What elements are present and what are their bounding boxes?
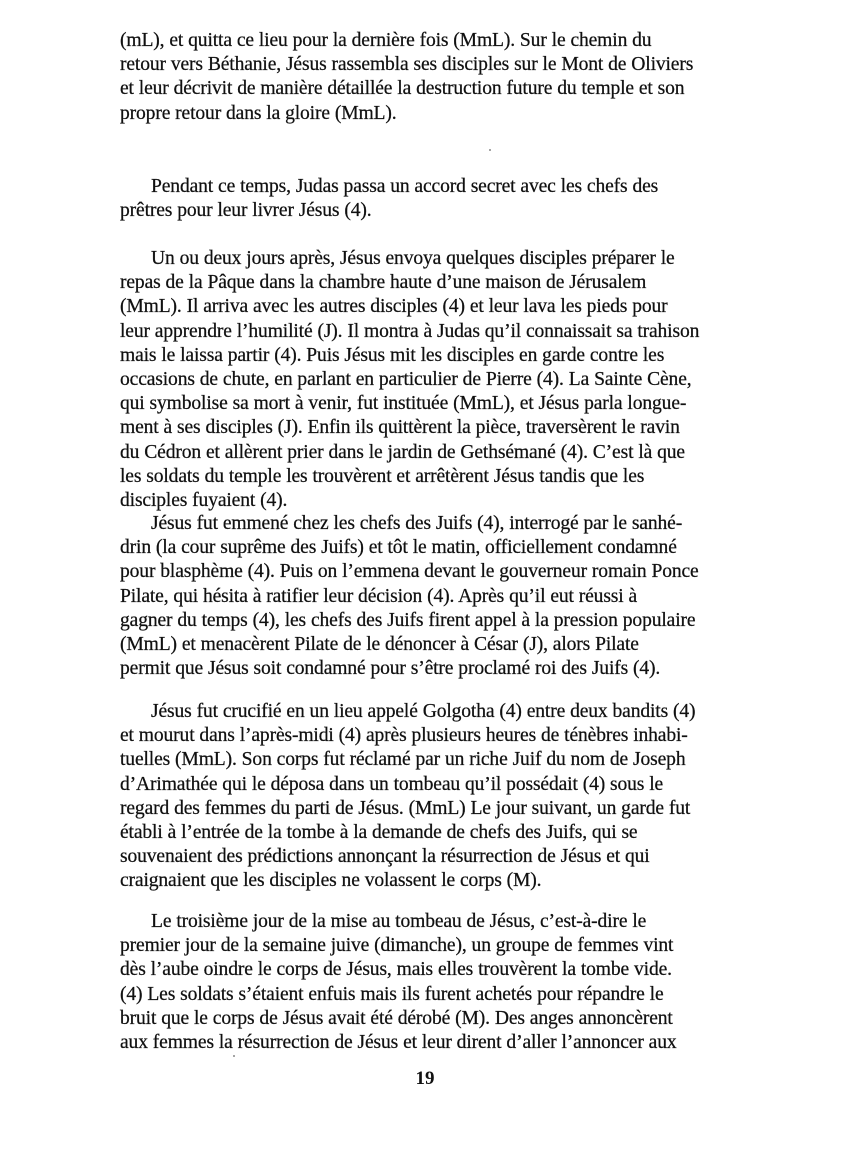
text-line: premier jour de la semaine juive (dimanche), un groupe de femmes vint <box>120 935 674 957</box>
text-line: bruit que le corps de Jésus avait été dérobé (M). Des anges annoncèrent <box>120 1007 673 1029</box>
text-line: d’Arimathée qui le déposa dans un tombeau qu’il possédait (4) sous le <box>120 773 664 795</box>
text-line: ment à ses disciples (J). Enfin ils quittèrent la pièce, traversèrent le ravin <box>120 417 680 439</box>
text-line: regard des femmes du parti de Jésus. (MmL) Le jour suivant, un garde fut <box>120 797 691 819</box>
text-line: propre retour dans la gloire (MmL). <box>120 102 397 124</box>
text-line: (MmL) et menacèrent Pilate de le dénoncer à César (J), alors Pilate <box>120 634 639 656</box>
text-line: prêtres pour leur livrer Jésus (4). <box>120 200 372 222</box>
paragraph-return-to-bethany <box>120 29 693 126</box>
page-number: 19 <box>415 1068 435 1089</box>
text-line: tuelles (MmL). Son corps fut réclamé par un riche Juif du nom de Joseph <box>120 749 686 771</box>
text-line: (mL), et quitta ce lieu pour la dernière fois (MmL). Sur le chemin du <box>120 30 652 51</box>
text-line: souvenaient des prédictions annonçant la résurrection de Jésus et qui <box>120 846 650 868</box>
text-line: qui symbolise sa mort à venir, fut instituée (MmL), et Jésus parla longue- <box>120 393 687 415</box>
text-line: repas de la Pâque dans la chambre haute d’une maison de Jérusalem <box>120 272 647 294</box>
paragraph-resurrection <box>120 910 677 1055</box>
text-line: (4) Les soldats s’étaient enfuis mais ils furent achetés pour répandre le <box>120 983 664 1005</box>
text-line: craignaient que les disciples ne volassent le corps (M). <box>120 870 542 892</box>
text-line: disciples fuyaient (4). <box>120 490 288 512</box>
text-line: (MmL). Il arriva avec les autres disciples (4) et leur lava les pieds pour <box>120 296 668 318</box>
text-line: Jésus fut crucifié en un lieu appelé Golgotha (4) entre deux bandits (4) <box>151 701 696 722</box>
text-line: gagner du temps (4), les chefs des Juifs firent appel à la pression populaire <box>120 609 696 631</box>
text-line: les soldats du temple les trouvèrent et arrêtèrent Jésus tandis que les <box>120 465 645 487</box>
text-line: dès l’aube oindre le corps de Jésus, mais elles trouvèrent la tombe vide. <box>120 959 672 981</box>
text-line: retour vers Béthanie, Jésus rassembla ses disciples sur le Mont de Oliviers <box>120 54 694 76</box>
text-line: établi à l’entrée de la tombe à la demande de chefs des Juifs, qui se <box>120 822 638 844</box>
paragraph-trial <box>120 512 699 681</box>
text-line: Le troisième jour de la mise au tombeau de Jésus, c’est-à-dire le <box>151 911 647 932</box>
text-line: pour blasphème (4). Puis on l’emmena devant le gouverneur romain Ponce <box>120 561 699 583</box>
text-line: et mourut dans l’après-midi (4) après plusieurs heures de ténèbres inhabi- <box>120 725 688 747</box>
text-line: drin (la cour suprême des Juifs) et tôt le matin, officiellement condamné <box>120 537 677 559</box>
paragraph-judas-agreement <box>120 175 658 223</box>
text-line: Pilate, qui hésita à ratifier leur décision (4). Après qu’il eut réussi à <box>120 585 638 607</box>
scan-speck <box>233 1055 235 1057</box>
text-line: Pendant ce temps, Judas passa un accord secret avec les chefs des <box>151 176 659 197</box>
text-line: permit que Jésus soit condamné pour s’être proclamé roi des Juifs (4). <box>120 658 661 680</box>
text-line: occasions de chute, en parlant en particulier de Pierre (4). La Sainte Cène, <box>120 369 692 391</box>
text-line: Un ou deux jours après, Jésus envoya quelques disciples préparer le <box>151 248 675 269</box>
text-line: et leur décrivit de manière détaillée la destruction future du temple et son <box>120 78 685 100</box>
text-line: du Cédron et allèrent prier dans le jardin de Gethsémané (4). C’est là que <box>120 441 685 463</box>
text-line: mais le laissa partir (4). Puis Jésus mit les disciples en garde contre les <box>120 344 665 366</box>
paragraph-crucifixion <box>120 700 695 894</box>
text-line: aux femmes la résurrection de Jésus et leur dirent d’aller l’annoncer aux <box>120 1032 677 1054</box>
paragraph-last-supper <box>120 247 699 513</box>
text-line: Jésus fut emmené chez les chefs des Juifs (4), interrogé par le sanhé- <box>151 513 683 534</box>
text-line: leur apprendre l’humilité (J). Il montra à Judas qu’il connaissait sa trahison <box>120 320 700 342</box>
scan-speck <box>489 149 491 151</box>
